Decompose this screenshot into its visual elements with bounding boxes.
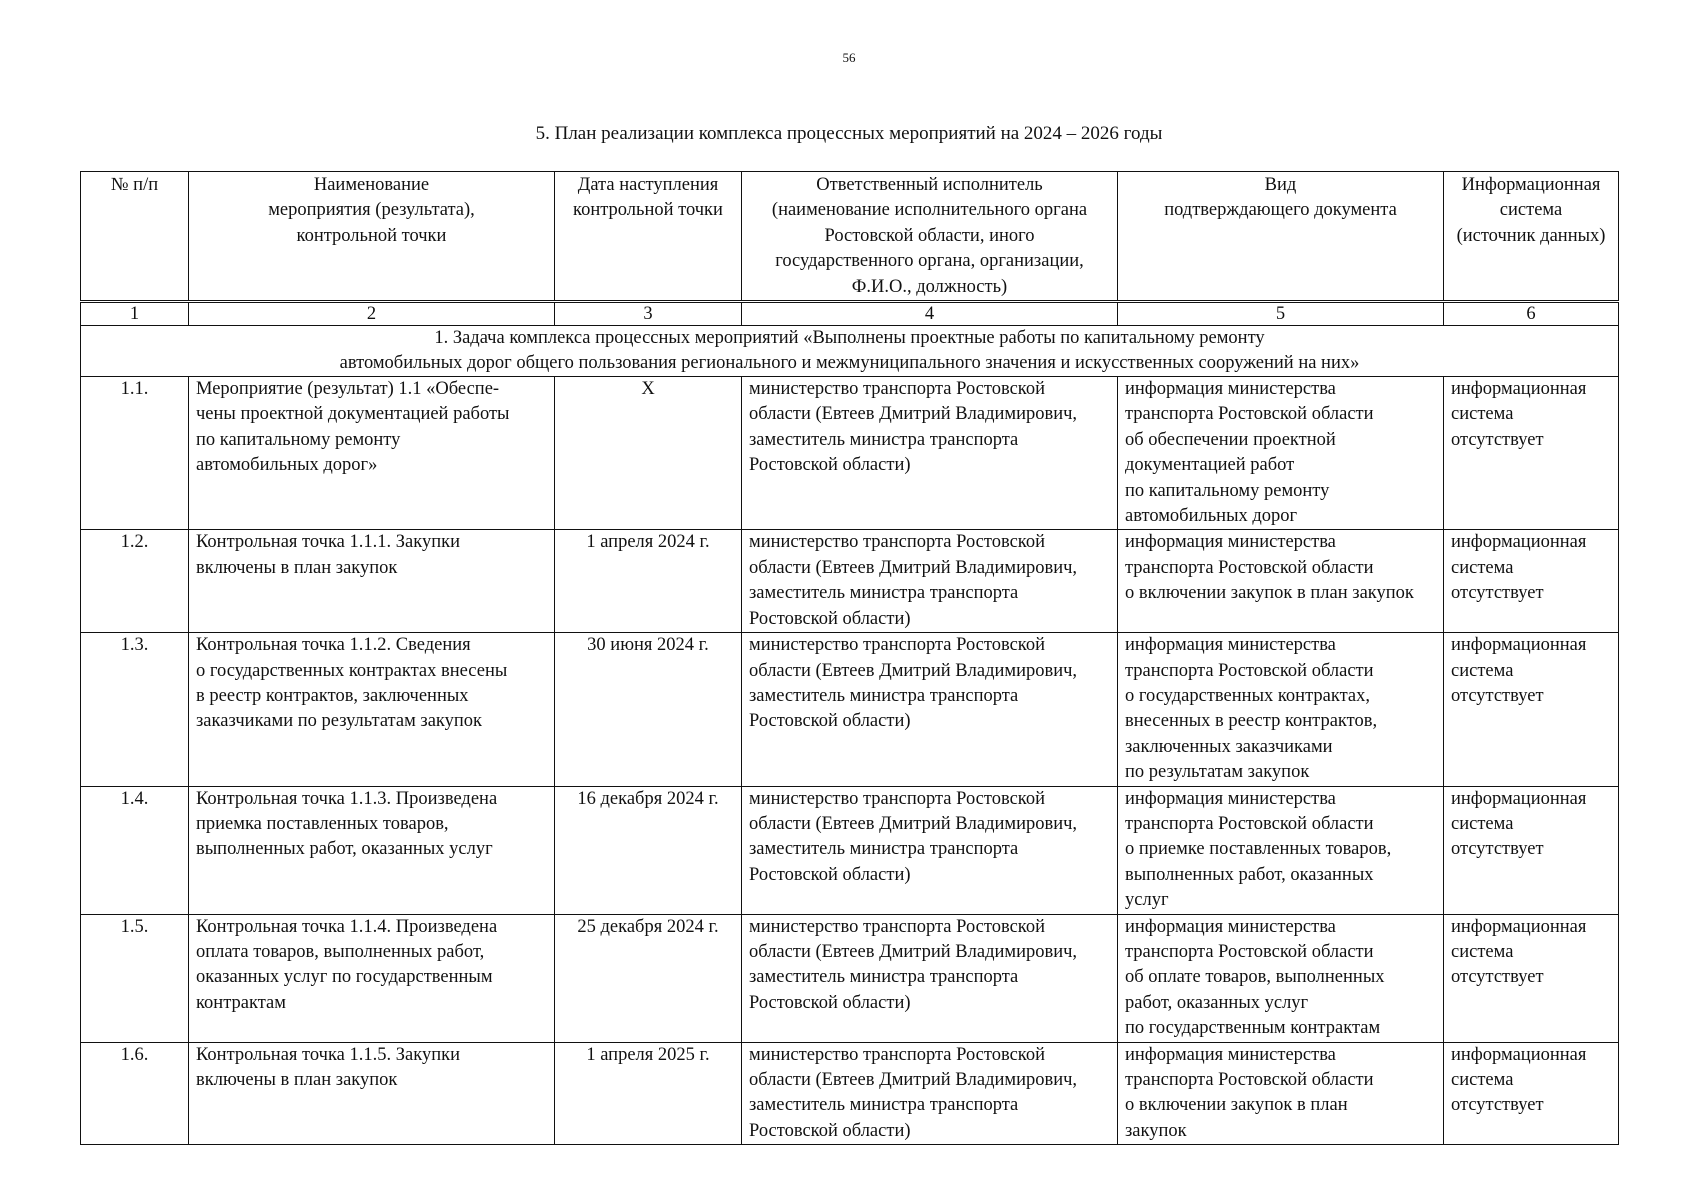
row-system: информационная система отсутствует (1444, 530, 1619, 633)
row-number: 1.4. (81, 786, 189, 914)
row-executor: министерство транспорта Ростовской области (Евтеев Дмитрий Владимирович, заместитель министра транспорта Ростовской области) (742, 530, 1118, 633)
row-document: информация министерства транспорта Ростовской области о включении закупок в план закупок (1118, 530, 1444, 633)
row-number: 1.1. (81, 377, 189, 530)
row-name: Мероприятие (результат) 1.1 «Обеспе- чены проектной документацией работы по капитальному ремонту автомобильных дорог» (189, 377, 555, 530)
row-date: X (555, 377, 742, 530)
column-number: 1 (81, 302, 189, 326)
row-document: информация министерства транспорта Ростовской области о включении закупок в план закупок (1118, 1042, 1444, 1145)
column-number-row (81, 302, 1619, 326)
row-number: 1.6. (81, 1042, 189, 1145)
table-row (81, 633, 1619, 786)
row-document: информация министерства транспорта Ростовской области о приемке поставленных товаров, выполненных работ, оказанных услуг (1118, 786, 1444, 914)
table-row (81, 377, 1619, 530)
table-row (81, 914, 1619, 1042)
column-number: 5 (1118, 302, 1444, 326)
table-header-row (81, 172, 1619, 302)
row-executor: министерство транспорта Ростовской области (Евтеев Дмитрий Владимирович, заместитель министра транспорта Ростовской области) (742, 914, 1118, 1042)
header-system: Информационная система (источник данных) (1444, 172, 1619, 302)
row-name: Контрольная точка 1.1.5. Закупки включены в план закупок (189, 1042, 555, 1145)
row-name: Контрольная точка 1.1.2. Сведения о государственных контрактах внесены в реестр контрактов, заключенных заказчиками по результатам закупок (189, 633, 555, 786)
header-document: Вид подтверждающего документа (1118, 172, 1444, 302)
row-document: информация министерства транспорта Ростовской области об оплате товаров, выполненных работ, оказанных услуг по государственным контрактам (1118, 914, 1444, 1042)
row-number: 1.3. (81, 633, 189, 786)
row-system: информационная система отсутствует (1444, 914, 1619, 1042)
row-executor: министерство транспорта Ростовской области (Евтеев Дмитрий Владимирович, заместитель министра транспорта Ростовской области) (742, 633, 1118, 786)
header-number: № п/п (81, 172, 189, 302)
row-date: 25 декабря 2024 г. (555, 914, 742, 1042)
table-row (81, 1042, 1619, 1145)
row-system: информационная система отсутствует (1444, 786, 1619, 914)
row-executor: министерство транспорта Ростовской области (Евтеев Дмитрий Владимирович, заместитель министра транспорта Ростовской области) (742, 786, 1118, 914)
row-date: 1 апреля 2025 г. (555, 1042, 742, 1145)
row-name: Контрольная точка 1.1.3. Произведена приемка поставленных товаров, выполненных работ, оказанных услуг (189, 786, 555, 914)
row-system: информационная система отсутствует (1444, 1042, 1619, 1145)
row-date: 1 апреля 2024 г. (555, 530, 742, 633)
row-date: 16 декабря 2024 г. (555, 786, 742, 914)
column-number: 3 (555, 302, 742, 326)
column-number: 6 (1444, 302, 1619, 326)
row-system: информационная система отсутствует (1444, 633, 1619, 786)
page-number: 56 (842, 50, 856, 65)
row-name: Контрольная точка 1.1.4. Произведена оплата товаров, выполненных работ, оказанных услуг по государственным контрактам (189, 914, 555, 1042)
header-executor: Ответственный исполнитель (наименование исполнительного органа Ростовской области, иного государственного органа, организации, Ф.И.О., должность) (742, 172, 1118, 302)
table-row (81, 530, 1619, 633)
section-title: 1. Задача комплекса процессных мероприятий «Выполнены проектные работы по капитальному ремонту автомобильных дорог общего пользования регионального и межмуниципального значения и искусственных сооружений на них» (81, 326, 1619, 377)
table-row (81, 786, 1619, 914)
row-number: 1.2. (81, 530, 189, 633)
row-document: информация министерства транспорта Ростовской области об обеспечении проектной документацией работ по капитальному ремонту автомобильных дорог (1118, 377, 1444, 530)
row-executor: министерство транспорта Ростовской области (Евтеев Дмитрий Владимирович, заместитель министра транспорта Ростовской области) (742, 1042, 1118, 1145)
column-number: 4 (742, 302, 1118, 326)
row-system: информационная система отсутствует (1444, 377, 1619, 530)
row-executor: министерство транспорта Ростовской области (Евтеев Дмитрий Владимирович, заместитель министра транспорта Ростовской области) (742, 377, 1118, 530)
row-document: информация министерства транспорта Ростовской области о государственных контрактах, внесенных в реестр контрактов, заключенных заказчиками по результатам закупок (1118, 633, 1444, 786)
row-name: Контрольная точка 1.1.1. Закупки включены в план закупок (189, 530, 555, 633)
section-row (81, 326, 1619, 377)
row-number: 1.5. (81, 914, 189, 1042)
row-date: 30 июня 2024 г. (555, 633, 742, 786)
page-title: 5. План реализации комплекса процессных мероприятий на 2024 – 2026 годы (535, 123, 1163, 144)
header-date: Дата наступления контрольной точки (555, 172, 742, 302)
column-number: 2 (189, 302, 555, 326)
implementation-plan-table (80, 171, 1619, 1145)
header-name: Наименование мероприятия (результата), контрольной точки (189, 172, 555, 302)
